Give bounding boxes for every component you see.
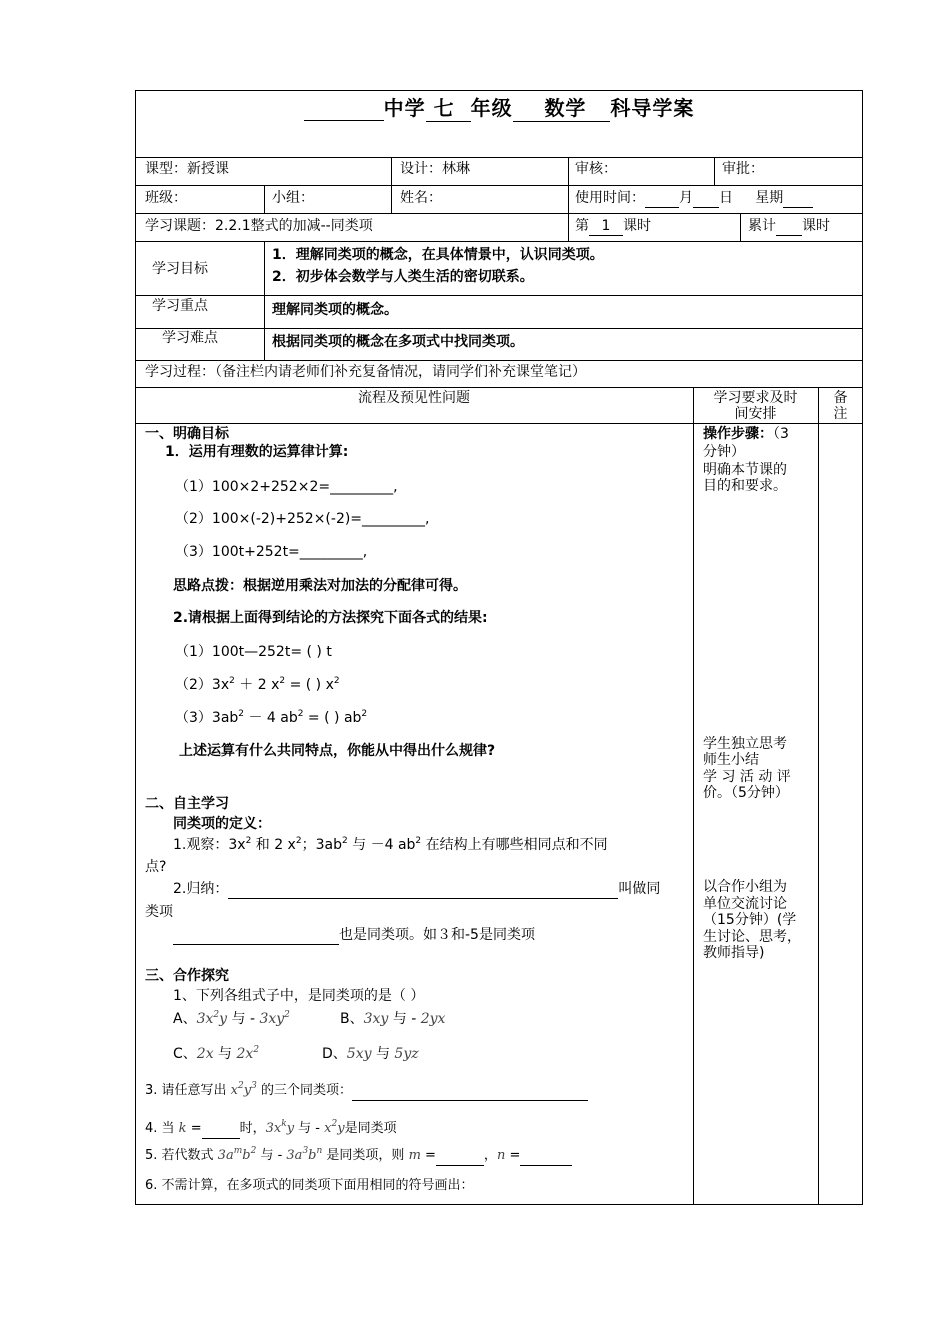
row-divider (135, 328, 863, 329)
note-column-header: 注 (833, 406, 848, 422)
process-note: 学习过程：（备注栏内请老师们补充复备情况，请同学们补充课堂笔记） (145, 364, 586, 380)
side-step: 分钟） (703, 444, 745, 460)
col-divider (740, 213, 741, 241)
grade-value: 七 (426, 92, 471, 122)
reviewer: 审核： (575, 161, 617, 177)
side-coop: 教师指导) (703, 945, 765, 961)
subject-value: 数学 (513, 92, 611, 122)
col-divider (391, 157, 392, 213)
question-text: 1．运用有理数的运算律计算: (165, 444, 349, 460)
difficulty-text: 根据同类项的概念在多项式中找同类项。 (272, 334, 524, 350)
question-6: 6. 不需计算，在多项式的同类项下面用相同的符号画出： (145, 1178, 474, 1193)
col-divider (568, 157, 569, 241)
objective-item: 2．初步体会数学与人类生活的密切联系。 (272, 269, 534, 285)
explore-item: $(2)3x^2 + 2$ $x^2$ = ( ) $x^2$ (175, 676, 340, 693)
total-count: 累计 课时 (748, 218, 830, 234)
objective-item: 1．理解同类项的概念，在具体情景中，认识同类项。 (272, 247, 604, 263)
difficulty-label: 学习难点 (162, 330, 218, 346)
lesson-topic: 学习课题：2.2.1整式的加减--同类项 (145, 218, 373, 234)
col-divider (714, 157, 715, 185)
section-heading: 三、合作探究 (145, 968, 229, 984)
side-step: 目的和要求。 (703, 478, 787, 494)
row-divider (135, 295, 863, 296)
requirement-column-header: 间安排 (734, 406, 777, 422)
side-step: 明确本节课的 (703, 462, 787, 478)
option-b: B、3xy 与 - 2yx (340, 1011, 446, 1027)
side-think: 价。（5分钟） (703, 785, 789, 801)
flow-column-header: 流程及预见性问题 (358, 390, 470, 406)
option-a: A、$3x^2y$ 与 - $3xy^2$ (173, 1010, 290, 1027)
note-column-header: 备 (833, 390, 848, 406)
row-divider (135, 423, 863, 424)
option-c: C、2x 与 $2x^2$ (173, 1045, 260, 1062)
row-divider (135, 241, 863, 242)
induce-text: 也是同类项。如３和-5是同类项 (173, 926, 535, 945)
group-label: 小组： (272, 190, 314, 206)
section-heading: 二、自主学习 (145, 796, 229, 812)
requirement-column-header: 学习要求及时 (713, 390, 798, 406)
side-think: 师生小结 (703, 752, 759, 768)
section-heading: 一、明确目标 (145, 426, 229, 442)
hint-text: 思路点拨：根据逆用乘法对加法的分配律可得。 (173, 578, 467, 594)
row-divider (135, 157, 863, 158)
side-coop: （15分钟）(学 (703, 912, 797, 928)
option-d: D、5xy 与 5yz (322, 1046, 419, 1062)
side-coop: 以合作小组为 (703, 879, 787, 895)
approver: 审批： (722, 161, 764, 177)
question-3: 3. 请任意写出 $x^2y^3$ 的三个同类项： (145, 1082, 588, 1101)
row-divider (135, 360, 863, 361)
question-text: 上述运算有什么共同特点，你能从中得出什么规律? (179, 743, 496, 759)
title-suffix: 科导学案 (610, 96, 695, 120)
calc-item: （1）100×2+252×2=_________, (175, 479, 398, 495)
question-5: 5. 若代数式 $3a^mb^2$ 与 - $3a^3b^n$ 是同类项，则 m = ，n = (145, 1147, 572, 1166)
use-time: 使用时间： 月 日 星期 (575, 189, 813, 208)
observe-text: 1.观察：$3x^2$ 和 2 $x^2$；$3ab^2$ 与 －4 $ab^2$ 在结构上有哪些相同点和不同 (173, 836, 608, 853)
key-point-label: 学习重点 (152, 298, 208, 314)
row-divider (135, 213, 863, 214)
objectives-label: 学习目标 (152, 261, 208, 277)
calc-item: （2）100×(-2)+252×(-2)=_________, (175, 511, 430, 527)
side-coop: 生讨论、思考， (703, 929, 801, 945)
period-count: 第 1 课时 (575, 218, 651, 234)
school-label: 中学 (383, 96, 426, 120)
side-step: 操作步骤：（3 (703, 426, 789, 442)
question-text: 2.请根据上面得到结论的方法探究下面各式的结果: (173, 610, 488, 626)
induce-text: 类项 (145, 904, 173, 920)
grade-label: 年级 (470, 96, 513, 120)
side-coop: 单位交流讨论 (703, 896, 787, 912)
row-divider (135, 185, 863, 186)
col-divider (818, 387, 819, 1205)
class-label: 班级： (145, 190, 187, 206)
lesson-type: 课型：新授课 (145, 161, 229, 177)
col-divider (693, 387, 694, 1205)
observe-text: 点? (145, 859, 167, 875)
calc-item: （3）100t+252t=_________, (175, 544, 368, 560)
name-label: 姓名： (400, 190, 442, 206)
col-divider (264, 241, 265, 360)
designer: 设计：林琳 (400, 161, 470, 177)
key-point-text: 理解同类项的概念。 (272, 302, 398, 318)
explore-item: （1）100t—252t= ( ) t (175, 644, 332, 660)
side-think: 学 习 活 动 评 (703, 769, 791, 785)
question-text: 1、下列各组式子中，是同类项的是（ ） (173, 988, 425, 1004)
explore-item: $(3)3ab^2 - 4$ $ab^2$ = ( ) $ab^2$ (175, 709, 368, 726)
question-4: 4. 当 k = 时，$3x^ky$ 与 - $x^2y$是同类项 (145, 1120, 397, 1139)
definition-label: 同类项的定义： (173, 816, 271, 832)
row-divider (135, 387, 863, 388)
col-divider (264, 185, 265, 213)
side-think: 学生独立思考 (703, 736, 787, 752)
induce-text: 2.归纳： 叫做同 (173, 881, 661, 897)
